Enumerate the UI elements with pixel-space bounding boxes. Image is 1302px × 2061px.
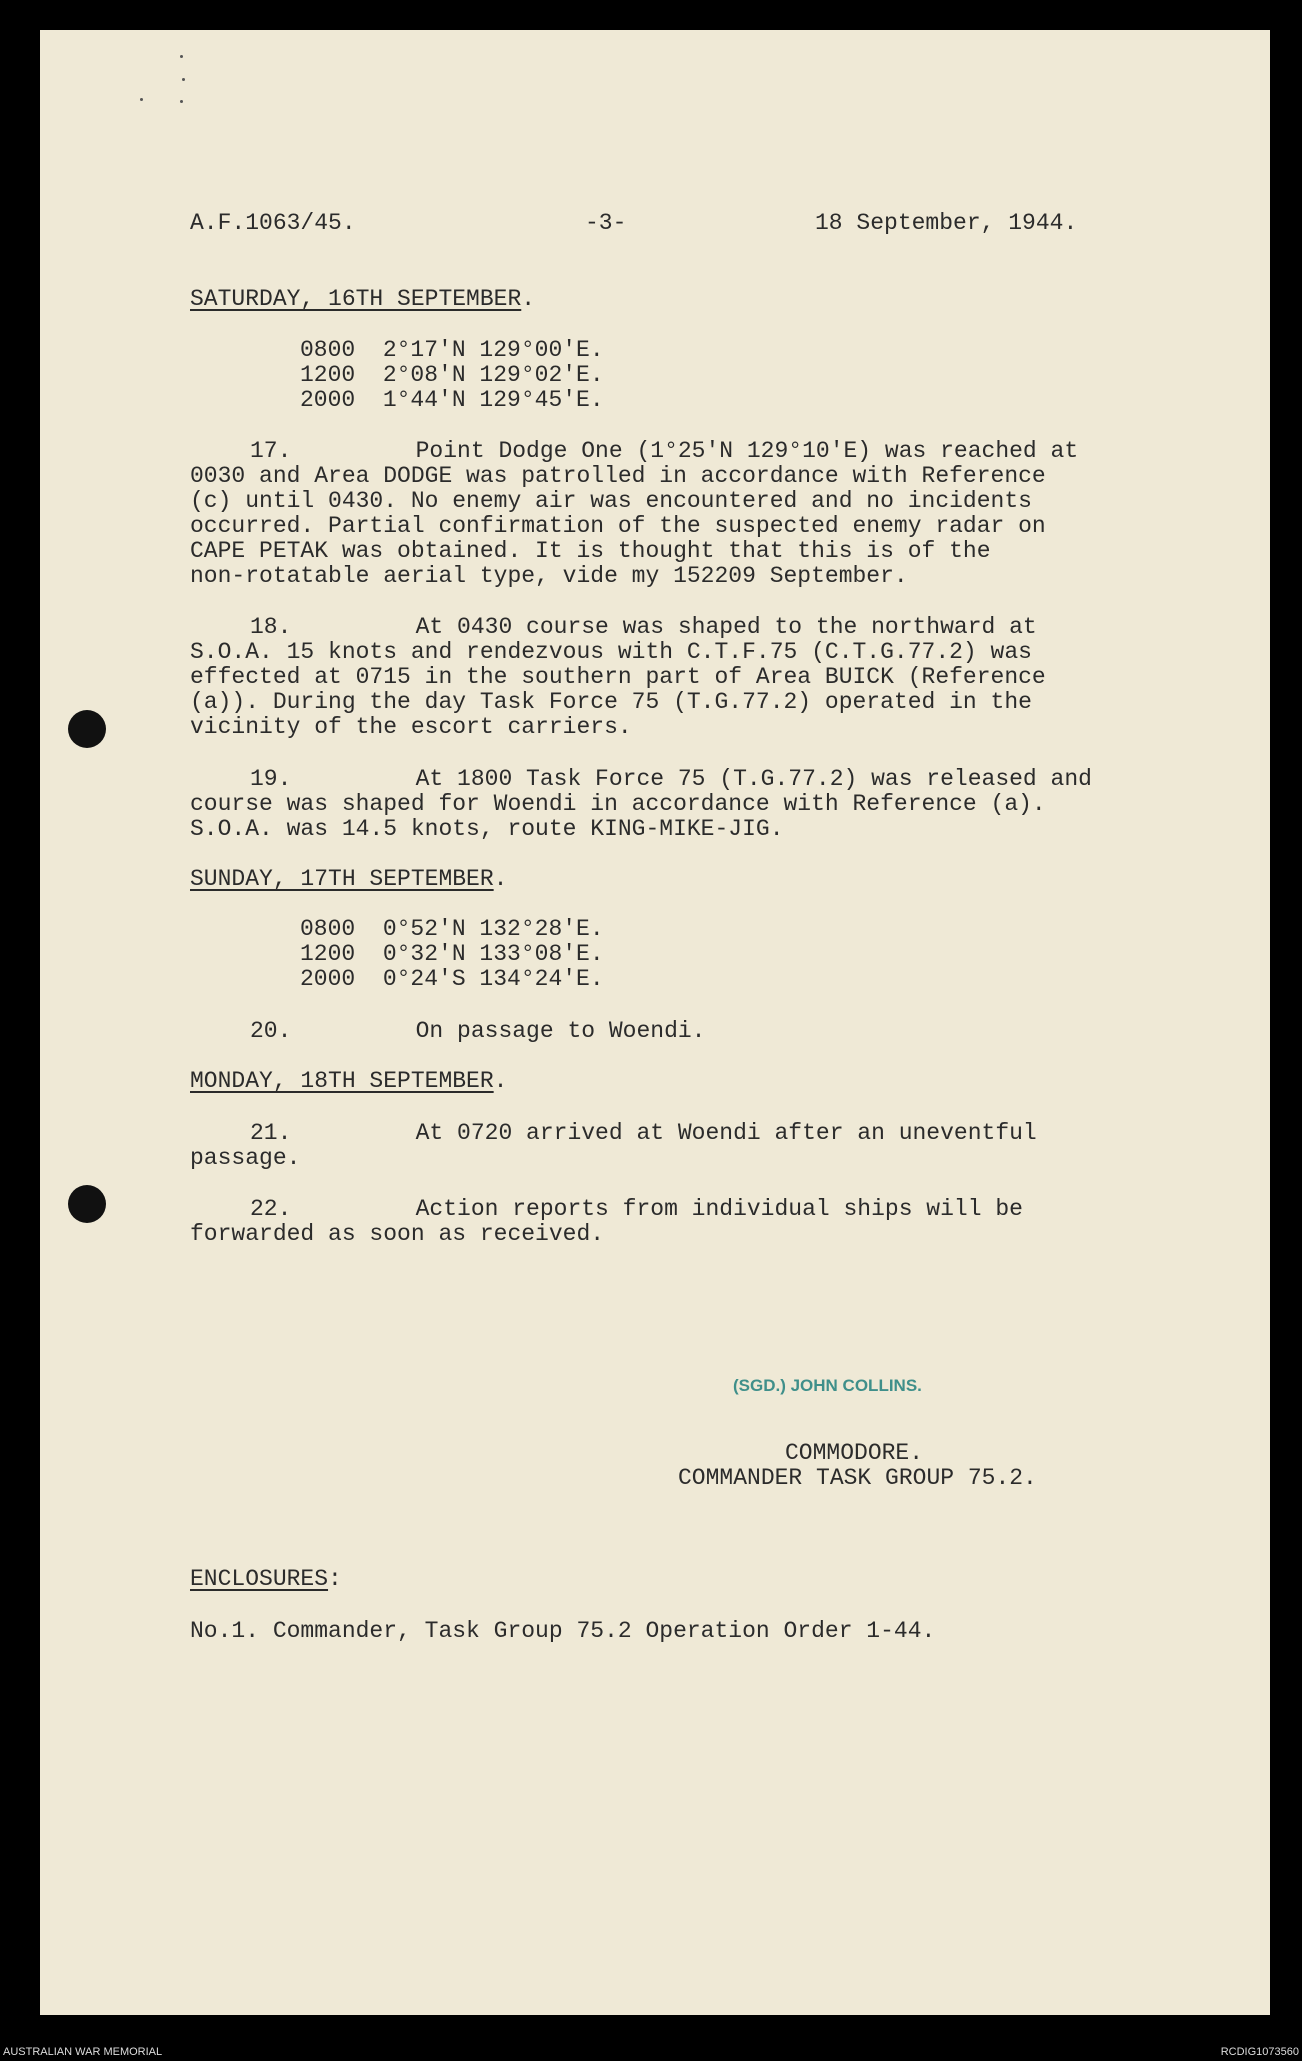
para-21-line: passage. <box>190 1145 301 1171</box>
paper-speck <box>180 100 183 103</box>
para-20-line: 20. On passage to Woendi. <box>250 1018 706 1044</box>
document-date: 18 September, 1944. <box>815 210 1078 236</box>
position-2000: 2000 1°44'N 129°45'E. <box>300 387 604 413</box>
para-18-line: vicinity of the escort carriers. <box>190 714 632 740</box>
para-19-line: course was shaped for Woendi in accordance with Reference (a). <box>190 791 1046 817</box>
position-2000: 2000 0°24'S 134°24'E. <box>300 966 604 992</box>
para-19-line: 19. At 1800 Task Force 75 (T.G.77.2) was released and <box>250 766 1092 792</box>
para-18-line: S.O.A. 15 knots and rendezvous with C.T.F.75 (C.T.G.77.2) was <box>190 639 1032 665</box>
page-number: -3- <box>585 210 627 236</box>
paper-speck <box>140 98 143 101</box>
punch-hole <box>68 710 106 748</box>
para-18-line: 18. At 0430 course was shaped to the northward at <box>250 614 1037 640</box>
signatory-title: COMMANDER TASK GROUP 75.2. <box>678 1465 1037 1491</box>
paper-speck <box>180 55 183 58</box>
position-0800: 0800 2°17'N 129°00'E. <box>300 337 604 363</box>
position-1200: 1200 2°08'N 129°02'E. <box>300 362 604 388</box>
para-18-line: (a)). During the day Task Force 75 (T.G.77.2) operated in the <box>190 689 1032 715</box>
para-22-line: 22. Action reports from individual ships will be <box>250 1196 1023 1222</box>
para-17-line: 17. Point Dodge One (1°25'N 129°10'E) was reached at <box>250 438 1079 464</box>
para-21-line: 21. At 0720 arrived at Woendi after an uneventful <box>250 1120 1037 1146</box>
para-17-line: non-rotatable aerial type, vide my 152209 September. <box>190 563 908 589</box>
footer-archive-name: AUSTRALIAN WAR MEMORIAL <box>3 2046 163 2058</box>
section-heading-monday: MONDAY, 18TH SEPTEMBER. <box>190 1068 508 1094</box>
para-17-line: 0030 and Area DODGE was patrolled in accordance with Reference <box>190 463 1046 489</box>
enclosures-heading: ENCLOSURES: <box>190 1566 342 1592</box>
para-22-line: forwarded as soon as received. <box>190 1221 605 1247</box>
signatory-rank: COMMODORE. <box>785 1440 924 1466</box>
file-reference: A.F.1063/45. <box>190 210 356 236</box>
position-0800: 0800 0°52'N 132°28'E. <box>300 916 604 942</box>
footer-record-id: RCDIG1073560 <box>1220 2046 1299 2058</box>
para-18-line: effected at 0715 in the southern part of Area BUICK (Reference <box>190 664 1046 690</box>
para-19-line: S.O.A. was 14.5 knots, route KING-MIKE-JIG. <box>190 816 784 842</box>
enclosure-item: No.1. Commander, Task Group 75.2 Operation Order 1-44. <box>190 1618 936 1644</box>
para-17-line: CAPE PETAK was obtained. It is thought that this is of the <box>190 538 991 564</box>
position-1200: 1200 0°32'N 133°08'E. <box>300 941 604 967</box>
section-heading-sunday: SUNDAY, 17TH SEPTEMBER. <box>190 866 508 892</box>
paper-speck <box>182 78 185 81</box>
signature-stamp: (SGD.) JOHN COLLINS. <box>733 1376 922 1395</box>
para-17-line: occurred. Partial confirmation of the suspected enemy radar on <box>190 513 1046 539</box>
section-heading-saturday: SATURDAY, 16TH SEPTEMBER. <box>190 286 536 312</box>
para-17-line: (c) until 0430. No enemy air was encountered and no incidents <box>190 488 1032 514</box>
punch-hole <box>68 1185 106 1223</box>
